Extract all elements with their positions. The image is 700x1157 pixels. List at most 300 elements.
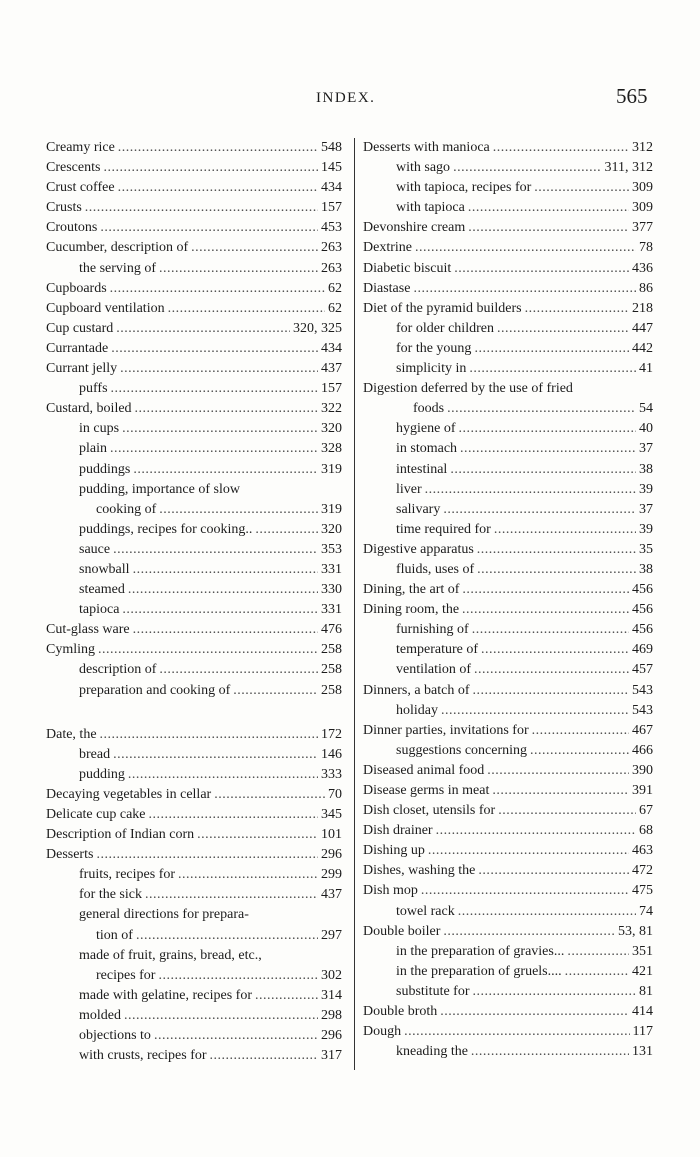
leader-dots	[122, 419, 318, 439]
leader-dots	[145, 885, 318, 905]
index-entry-text: with crusts, recipes for	[79, 1048, 207, 1064]
index-entry-text: Croutons	[46, 220, 98, 236]
index-entry-text: Dextrine	[363, 240, 412, 256]
index-entry-page: 258	[321, 662, 342, 678]
leader-dots	[497, 319, 629, 339]
index-entry	[46, 1026, 342, 1046]
index-entry-text: Date, the	[46, 726, 97, 742]
index-entry-page: 40	[639, 421, 653, 437]
index-entry	[46, 419, 342, 439]
index-entry	[363, 439, 653, 459]
index-entry	[363, 218, 653, 238]
index-column-left	[46, 138, 342, 1066]
index-entry	[46, 946, 342, 966]
index-entry-text: Decaying vegetables in cellar	[46, 786, 212, 802]
index-entry	[363, 259, 653, 279]
index-entry-page: 434	[321, 340, 342, 356]
leader-dots	[473, 982, 637, 1002]
index-entry	[363, 881, 653, 901]
index-entry-text: made with gelatine, recipes for	[79, 987, 252, 1003]
index-entry-text: Cup custard	[46, 320, 114, 336]
index-entry-page: 472	[632, 863, 653, 879]
index-entry-page: 131	[632, 1044, 653, 1060]
leader-dots	[458, 419, 636, 439]
index-entry-page: 145	[321, 160, 342, 176]
index-entry-page: 351	[632, 943, 653, 959]
leader-dots	[472, 620, 629, 640]
index-entry-page: 457	[632, 662, 653, 678]
index-entry-page: 320	[321, 521, 342, 537]
index-entry	[363, 821, 653, 841]
index-entry-text: furnishing of	[396, 622, 469, 638]
index-entry-page: 74	[639, 903, 653, 919]
leader-dots	[111, 379, 318, 399]
leader-dots	[136, 926, 318, 946]
index-entry	[46, 725, 342, 745]
leader-dots	[113, 745, 318, 765]
index-entry-text: salivary	[396, 501, 441, 517]
index-entry-text: general directions for prepara-	[79, 907, 249, 923]
leader-dots	[113, 540, 318, 560]
index-entry	[363, 600, 653, 620]
leader-dots	[133, 620, 318, 640]
page-header	[0, 84, 700, 114]
leader-dots	[149, 805, 319, 825]
index-entry-page: 548	[321, 140, 342, 155]
index-entry	[46, 520, 342, 540]
index-entry	[363, 379, 653, 399]
index-entry-page: 320	[321, 421, 342, 437]
index-entry-text: cooking of	[96, 501, 157, 517]
index-entry	[363, 560, 653, 580]
index-entry-text: bread	[79, 746, 111, 762]
index-entry	[46, 238, 342, 258]
index-entry-page: 421	[632, 963, 653, 979]
index-entry-text: Desserts	[46, 847, 94, 863]
leader-dots	[133, 460, 318, 480]
index-entry-page: 543	[632, 682, 653, 698]
index-entry-page: 218	[632, 300, 653, 316]
index-entry-page: 53, 81	[618, 923, 653, 939]
index-entry-text: description of	[79, 662, 157, 678]
leader-dots	[178, 865, 318, 885]
index-entry-page: 302	[321, 967, 342, 983]
index-entry	[363, 178, 653, 198]
index-entry	[46, 359, 342, 379]
leader-dots	[478, 861, 629, 881]
index-entry-page: 442	[632, 340, 653, 356]
index-entry-page: 333	[321, 766, 342, 782]
index-entry-page: 35	[639, 541, 653, 557]
index-entry-page: 117	[632, 1024, 653, 1040]
index-entry	[363, 660, 653, 680]
index-entry	[46, 319, 342, 339]
index-entry-text: Currantade	[46, 340, 109, 356]
index-entry-text: with sago	[396, 160, 451, 176]
index-entry-text: Devonshire cream	[363, 220, 466, 236]
index-entry	[363, 500, 653, 520]
leader-dots	[154, 1026, 318, 1046]
leader-dots	[255, 520, 318, 540]
index-entry-text: temperature of	[396, 642, 479, 658]
leader-dots	[421, 881, 629, 901]
index-entry	[363, 460, 653, 480]
index-entry-text: Dish drainer	[363, 823, 433, 839]
index-entry-page: 456	[632, 622, 653, 638]
index-entry	[363, 841, 653, 861]
index-entry-text: objections to	[79, 1028, 151, 1044]
index-entry	[363, 279, 653, 299]
index-entry-page: 414	[632, 1004, 653, 1020]
index-entry-text: Dishes, washing the	[363, 863, 476, 879]
index-entry	[46, 845, 342, 865]
index-entry-text: intestinal	[396, 461, 448, 477]
index-entry	[46, 986, 342, 1006]
index-entry	[363, 1042, 653, 1062]
leader-dots	[436, 821, 636, 841]
index-entry	[46, 339, 342, 359]
leader-dots	[468, 218, 629, 238]
index-entry-text: recipes for	[96, 967, 156, 983]
leader-dots	[96, 845, 318, 865]
index-entry	[46, 279, 342, 299]
index-entry	[363, 198, 653, 218]
index-entry-text: Diseased animal food	[363, 762, 485, 778]
index-entry-page: 39	[639, 481, 653, 497]
index-entry	[46, 825, 342, 845]
leader-dots	[159, 500, 318, 520]
leader-dots	[404, 1022, 629, 1042]
index-entry	[46, 460, 342, 480]
leader-dots	[453, 158, 601, 178]
index-entry	[363, 942, 653, 962]
index-entry-text: for the young	[396, 340, 472, 356]
index-entry-text: tapioca	[79, 602, 120, 618]
index-entry-page: 331	[321, 561, 342, 577]
index-entry-page: 377	[632, 220, 653, 236]
index-entry	[363, 339, 653, 359]
index-entry-text: ventilation of	[396, 662, 472, 678]
index-entry-page: 67	[639, 803, 653, 819]
index-entry-page: 298	[321, 1007, 342, 1023]
index-entry-page: 172	[321, 726, 342, 742]
index-entry	[363, 922, 653, 942]
index-entry-page: 322	[321, 401, 342, 417]
index-entry-page: 320, 325	[293, 320, 342, 336]
leader-dots	[158, 966, 318, 986]
index-entry	[363, 399, 653, 419]
leader-dots	[122, 600, 318, 620]
index-column-right	[363, 138, 653, 1062]
index-entry	[46, 885, 342, 905]
index-entry-text: puffs	[79, 381, 108, 397]
leader-dots	[462, 600, 629, 620]
index-entry-text: substitute for	[396, 983, 470, 999]
index-entry-page: 328	[321, 441, 342, 457]
index-entry-text: Currant jelly	[46, 361, 118, 377]
index-entry-text: Dining, the art of	[363, 582, 460, 598]
index-entry-page: 319	[321, 461, 342, 477]
index-entry-page: 456	[632, 582, 653, 598]
index-entry	[363, 299, 653, 319]
index-entry	[46, 580, 342, 600]
index-entry	[46, 681, 342, 701]
leader-dots	[481, 640, 629, 660]
index-entry	[46, 785, 342, 805]
leader-dots	[191, 238, 318, 258]
index-entry	[46, 1046, 342, 1066]
leader-dots	[530, 741, 629, 761]
index-entry-page: 475	[632, 883, 653, 899]
leader-dots	[443, 500, 636, 520]
leader-dots	[168, 299, 325, 319]
leader-dots	[425, 480, 636, 500]
section-gap	[46, 701, 342, 725]
index-entry-page: 330	[321, 582, 342, 598]
index-entry-page: 39	[639, 521, 653, 537]
index-entry-text: with tapioca, recipes for	[396, 180, 532, 196]
index-entry	[363, 721, 653, 741]
index-entry-text: kneading the	[396, 1044, 468, 1060]
index-entry-text: liver	[396, 481, 422, 497]
index-entry-text: Dish mop	[363, 883, 418, 899]
leader-dots	[85, 198, 318, 218]
leader-dots	[428, 841, 629, 861]
index-entry-text: sauce	[79, 541, 111, 557]
leader-dots	[474, 339, 629, 359]
index-entry	[363, 238, 653, 258]
index-entry-page: 299	[321, 867, 342, 883]
index-entry-page: 78	[639, 240, 653, 256]
leader-dots	[210, 1046, 318, 1066]
index-entry-text: Crescents	[46, 160, 101, 176]
leader-dots	[443, 922, 615, 942]
index-entry-text: preparation and cooking of	[79, 682, 231, 698]
index-entry-text: pudding	[79, 766, 125, 782]
index-entry-page: 86	[639, 280, 653, 296]
index-entry	[46, 600, 342, 620]
index-entry-text: the serving of	[79, 260, 156, 276]
index-entry	[46, 540, 342, 560]
leader-dots	[440, 1002, 629, 1022]
index-entry-page: 68	[639, 823, 653, 839]
index-entry-text: Dining room, the	[363, 602, 460, 618]
index-entry	[363, 982, 653, 1002]
index-entry-text: puddings, recipes for cooking..	[79, 521, 253, 537]
index-entry-text: for the sick	[79, 887, 142, 903]
index-entry-page: 37	[639, 441, 653, 457]
index-entry-text: Dinner parties, invitations for	[363, 722, 529, 738]
index-entry	[363, 902, 653, 922]
index-entry-text: Dish closet, utensils for	[363, 803, 496, 819]
index-entry-page: 453	[321, 220, 342, 236]
index-entry-page: 54	[639, 401, 653, 417]
index-entry	[363, 540, 653, 560]
leader-dots	[473, 681, 629, 701]
leader-dots	[469, 359, 636, 379]
index-entry	[46, 259, 342, 279]
index-entry-text: towel rack	[396, 903, 455, 919]
index-entry	[46, 158, 342, 178]
index-entry-page: 38	[639, 561, 653, 577]
leader-dots	[460, 439, 636, 459]
index-entry-page: 312	[632, 140, 653, 155]
index-entry-page: 263	[321, 260, 342, 276]
leader-dots	[214, 785, 325, 805]
leader-dots	[441, 701, 629, 721]
index-entry-page: 258	[321, 682, 342, 698]
index-entry	[46, 218, 342, 238]
leader-dots	[567, 942, 629, 962]
index-entry	[46, 500, 342, 520]
index-entry	[46, 379, 342, 399]
index-entry-text: Dinners, a batch of	[363, 682, 470, 698]
index-entry-page: 309	[632, 180, 653, 196]
index-entry	[363, 640, 653, 660]
index-entry-page: 157	[321, 381, 342, 397]
leader-dots	[135, 399, 318, 419]
index-entry-page: 296	[321, 847, 342, 863]
index-entry-page: 70	[328, 786, 342, 802]
index-entry	[46, 865, 342, 885]
index-entry-text: Cut-glass ware	[46, 622, 130, 638]
index-entry-text: fruits, recipes for	[79, 867, 176, 883]
index-entry-page: 463	[632, 843, 653, 859]
index-entry-text: fluids, uses of	[396, 561, 475, 577]
leader-dots	[462, 580, 629, 600]
index-entry-text: Disease germs in meat	[363, 783, 490, 798]
index-entry	[363, 741, 653, 761]
leader-dots	[498, 801, 636, 821]
index-entry-text: puddings	[79, 461, 131, 477]
index-entry-text: Diet of the pyramid builders	[363, 300, 522, 316]
leader-dots	[233, 681, 318, 701]
leader-dots	[103, 158, 318, 178]
leader-dots	[128, 765, 318, 785]
leader-dots	[468, 198, 629, 218]
leader-dots	[532, 721, 629, 741]
index-entry	[363, 1022, 653, 1042]
leader-dots	[477, 560, 636, 580]
leader-dots	[447, 399, 636, 419]
index-entry	[46, 905, 342, 925]
leader-dots	[120, 359, 318, 379]
index-entry-text: Double boiler	[363, 923, 441, 939]
leader-dots	[534, 178, 629, 198]
index-entry-text: Double broth	[363, 1004, 438, 1020]
index-entry-page: 81	[639, 983, 653, 999]
index-entry	[363, 681, 653, 701]
index-entry-page: 41	[639, 361, 653, 377]
index-entry	[46, 765, 342, 785]
index-entry	[363, 861, 653, 881]
index-entry-text: simplicity in	[396, 361, 467, 377]
index-entry	[363, 138, 653, 158]
index-entry	[363, 781, 653, 801]
index-entry-page: 390	[632, 762, 653, 778]
index-entry-page: 38	[639, 461, 653, 477]
index-entry-page: 317	[321, 1048, 342, 1064]
index-entry-page: 62	[328, 280, 342, 296]
index-entry-text: foods	[413, 401, 445, 417]
leader-dots	[133, 560, 318, 580]
index-entry	[46, 439, 342, 459]
index-entry	[46, 745, 342, 765]
index-entry-text: Custard, boiled	[46, 401, 132, 417]
index-entry-text: hygiene of	[396, 421, 456, 437]
leader-dots	[494, 520, 636, 540]
index-entry	[46, 198, 342, 218]
leader-dots	[493, 138, 629, 158]
index-entry-text: Crusts	[46, 200, 82, 216]
leader-dots	[110, 439, 318, 459]
index-entry-text: Crust coffee	[46, 180, 115, 196]
index-entry-text: holiday	[396, 702, 438, 718]
index-entry	[46, 640, 342, 660]
index-entry-text: Digestive apparatus	[363, 541, 474, 557]
leader-dots	[525, 299, 629, 319]
index-entry-text: Dishing up	[363, 843, 425, 859]
index-entry	[46, 966, 342, 986]
index-entry-page: 353	[321, 541, 342, 557]
index-entry-text: plain	[79, 441, 107, 457]
leader-dots	[565, 962, 629, 982]
index-entry-page: 466	[632, 742, 653, 758]
index-entry-text: molded	[79, 1007, 121, 1023]
leader-dots	[98, 640, 318, 660]
leader-dots	[111, 339, 318, 359]
index-entry	[363, 620, 653, 640]
index-entry-text: steamed	[79, 582, 125, 598]
index-entry	[46, 399, 342, 419]
index-entry-page: 314	[321, 987, 342, 1003]
index-entry-text: Creamy rice	[46, 140, 115, 155]
index-entry-text: in the preparation of gruels....	[396, 963, 562, 979]
index-entry-page: 436	[632, 260, 653, 276]
index-entry	[363, 480, 653, 500]
index-entry-page: 296	[321, 1028, 342, 1044]
index-entry	[363, 158, 653, 178]
index-entry-text: for older children	[396, 320, 494, 336]
index-entry	[363, 962, 653, 982]
index-entry-page: 311, 312	[604, 160, 653, 176]
index-entry-text: Desserts with manioca	[363, 140, 490, 155]
index-entry-page: 345	[321, 807, 342, 822]
index-entry-page: 447	[632, 320, 653, 336]
index-entry-page: 434	[321, 180, 342, 196]
index-entry-text: in the preparation of gravies...	[396, 943, 565, 959]
page-title: INDEX.	[316, 90, 376, 106]
index-entry	[363, 580, 653, 600]
index-entry-text: with tapioca	[396, 200, 465, 216]
index-entry	[46, 1006, 342, 1026]
index-entry-page: 331	[321, 602, 342, 618]
index-entry-page: 543	[632, 702, 653, 718]
leader-dots	[458, 902, 636, 922]
index-entry-text: suggestions concerning	[396, 742, 528, 758]
leader-dots	[415, 238, 636, 258]
index-entry-text: in stomach	[396, 441, 458, 457]
index-entry-page: 476	[321, 622, 342, 638]
leader-dots	[159, 660, 318, 680]
index-entry-text: tion of	[96, 927, 133, 943]
index-entry-text: Diastase	[363, 280, 411, 296]
index-entry	[363, 701, 653, 721]
leader-dots	[100, 218, 318, 238]
leader-dots	[110, 279, 325, 299]
index-entry-page: 456	[632, 602, 653, 618]
index-entry	[363, 319, 653, 339]
